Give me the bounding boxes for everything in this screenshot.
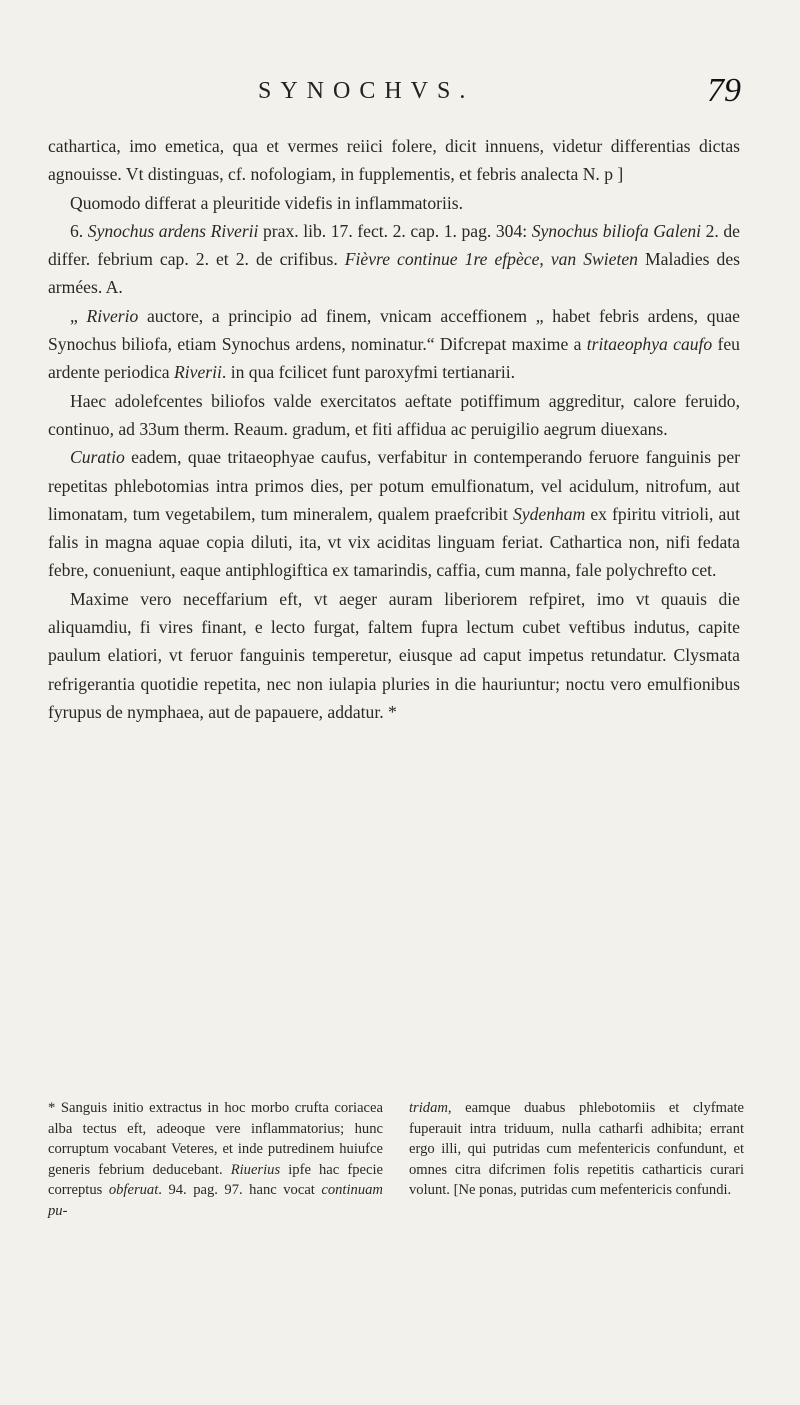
entry-text-a: prax. lib. 17. fect. 2. cap. 1. pag. 304:: [258, 220, 532, 241]
footnote: [48, 1098, 744, 1222]
footnote-term-continuam: continuam pu-: [48, 1182, 383, 1219]
entry-text-b: 2. de differ. febrium cap. 2. et 2. de crifibus.: [48, 220, 740, 270]
footnote-term-obseruat: obferuat: [108, 1182, 159, 1199]
paragraph-curatio: [48, 443, 740, 584]
footnote-left-text-c: . 94. pag. 97. hanc vocat: [158, 1182, 322, 1199]
main-text: [48, 132, 740, 726]
quote-text-c: . in qua fcilicet funt paroxyfmi tertianarii.: [221, 362, 516, 383]
footnote-column-left: [48, 1098, 383, 1222]
synonym-galeni: Synochus biliofa Galeni: [531, 220, 702, 241]
page-number: 79: [707, 72, 741, 109]
curatio-text-a: eadem, quae tritaeophyae caufus, verfabitur in contemperando feruore fanguinis per repetitas phlebotomias intra primos dies, per potum emulfionatum, vel acidulum, nitrofum, aut limonatam, tum vegetabilem, tum mineralem, qualem praefcribit: [48, 447, 740, 524]
footnote-right-text: , eamque duabus phlebotomiis et clyfmate fuperauit intra triduum, nulla catharfi adhibita; errant ergo illi, qui putridas cum mefentericis confundunt, et omnes citra difcrimen folis repetitis catharticis curari volunt. [Ne ponas, putridas cum mefentericis confundi.: [409, 1100, 744, 1199]
term-tritaeophya: tritaeophya caufo: [586, 334, 713, 355]
entry-number: 6.: [70, 220, 84, 241]
paragraph-maxime: Maxime vero neceffarium eft, vt aeger auram liberiorem refpiret, imo vt quauis die aliquamdiu, fi vires finant, e lecto furgat, faltem fupra lectum cubet veftibus indutus, capite paulum elatiori, vt feruor fanguinis temperetur, eiusque ad caput impetus retundatur. Clysmata refrigerantia quotidie repetita, nec non iulapia pluries in die hauriuntur; noctu vero emulfionibus fyrupus de nymphaea, aut de papauere, addatur. *: [48, 588, 740, 722]
entry-name: Synochus ardens Riverii: [87, 220, 259, 241]
quote-mark: „: [70, 305, 87, 326]
paragraph-continuation: cathartica, imo emetica, qua et vermes reiici folere, dicit innuens, videtur differentias dictas agnouisse. Vt distinguas, cf. nofologiam, in fupplementis, et febris analecta N. p ]: [48, 136, 740, 185]
footnote-term-tridam: tridam: [409, 1100, 448, 1116]
author-riverio: Riverio: [86, 305, 139, 326]
running-head: [0, 74, 800, 114]
footnote-column-right: [409, 1098, 744, 1222]
quote-text-b: feu ardente periodica: [48, 334, 740, 383]
synonym-van-swieten: van Swieten: [550, 249, 638, 270]
running-title: SYNOCHVS.: [258, 78, 475, 104]
entry-text-c: ,: [539, 249, 551, 270]
curatio-text-b: ex fpiritu vitrioli, aut falis in magna aquae copia diluti, ita, vt vix aciditas linguam feriat. Cathartica non, nifi fedata febre, conueniunt, eaque antiphlogiftica ex tamarindis, caffia, cum manna, fale polychrefto cet.: [48, 503, 740, 581]
term-curatio: Curatio: [70, 447, 125, 468]
paragraph-riverius-quote: [48, 302, 740, 387]
quote-text-a: auctore, a principio ad finem, vnicam acceffionem „ habet febris ardens, quae Synochus biliofa, etiam Synochus ardens, nominatur.“ Difcrepat maxime a: [48, 305, 740, 355]
paragraph-haec: Haec adolefcentes biliofos valde exercitatos aeftate potiffimum aggreditur, calore feruido, continuo, ad 33um therm. Reaum. gradum, et fiti affidua ac peruigilio aegrum diuexans.: [48, 390, 740, 439]
author-riverii: Riverii: [174, 362, 222, 383]
footnote-left-text-b: ipfe hac fpecie correptus: [48, 1161, 383, 1199]
paragraph-pleuritis: Quomodo differat a pleuritide videfis in inflammatoriis.: [70, 192, 463, 213]
entry-text-d: Maladies des armées. A.: [48, 249, 740, 298]
author-sydenham: Sydenham: [512, 503, 586, 524]
paragraph-entry-synochus-ardens: [48, 217, 740, 302]
footnote-left-text-a: * Sanguis initio extractus in hoc morbo crufta coriacea alba tectus eft, adeoque vere inflammatorius; hunc corruptum vocabant Veteres, et inde putredinem huiufce generis febrium deducebant.: [48, 1100, 383, 1178]
footnote-author: Riuerius: [230, 1161, 281, 1178]
synonym-fievre: Fièvre continue 1re efpèce: [344, 249, 540, 270]
